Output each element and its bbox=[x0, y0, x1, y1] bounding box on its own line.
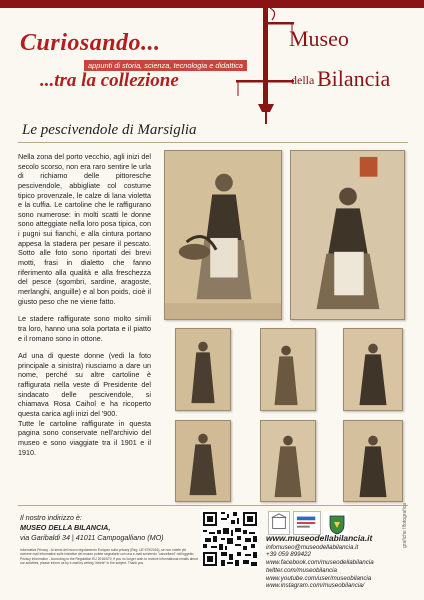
sponsor-logo-icon bbox=[268, 511, 290, 535]
header-subtitle: appunti di storia, scienza, tecnologia e didattica bbox=[84, 60, 247, 71]
website-link[interactable]: www.museodellabilancia.it bbox=[266, 533, 373, 543]
fishwife-figure-icon bbox=[344, 329, 402, 410]
museum-address: via Garibaldi 34 | 41011 Campogalliano (MO) bbox=[20, 533, 164, 542]
paragraph: Nella zona del porto vecchio, agli inizi del secolo scorso, non era raro sentire le urla di richiamo delle pittoresche pescivendole, abbigliate col costume tipico provenzale, le calze di lana violetta e la cuffia. Le cartoline che le raffigurano sono numerose: in molti scatti le donne sono atteggiate nella loro posa tipica, con i pugni sui fianchi, e alla cintura portano appesa la stadera per pesare il pescato. Sotto alle foto sono riportati dei brevi motti, frasi in dialetto che fanno riferimento alla qualità e alla freschezza del pesce (sgombri, sardine, aragoste, merlanghi, anguille) e al bon poids, cioè il giusto peso che ne viene fatto. bbox=[18, 152, 151, 306]
partner-logos bbox=[268, 511, 350, 535]
email-link[interactable]: infomuseo@museodellabilancia.it bbox=[266, 543, 359, 551]
article-body bbox=[18, 152, 151, 457]
museum-logo bbox=[279, 26, 399, 91]
fishwife-figure-icon bbox=[291, 151, 404, 319]
section-title: Le pescivendole di Marsiglia bbox=[22, 122, 197, 138]
contact-block bbox=[266, 533, 374, 590]
header-collection: ...tra la collezione bbox=[40, 70, 179, 91]
youtube-link[interactable]: www.youtube.com/user/museobilancia bbox=[266, 574, 372, 582]
graphics-credit: grafiche Ilfotografica bbox=[402, 502, 408, 548]
postcard-top-right bbox=[290, 150, 405, 320]
facebook-link[interactable]: www.facebook.com/museodellabilancia bbox=[266, 559, 374, 566]
phone-number: +39 059 899422 bbox=[266, 551, 311, 559]
fishwife-figure-icon bbox=[261, 421, 315, 501]
fishwife-figure-icon bbox=[176, 421, 230, 501]
banner-icon bbox=[294, 512, 320, 534]
logo-line-bilancia: Bilancia bbox=[317, 66, 391, 91]
postcard-small bbox=[260, 328, 316, 411]
address-intro: Il nostro indirizzo è: bbox=[20, 513, 82, 522]
postcard-small bbox=[343, 328, 403, 411]
paragraph: Le stadere raffigurate sono molto simili tra loro, hanno una sola portata e il piatto e il romano sono in ottone. bbox=[18, 314, 151, 343]
sponsor-logo-icon bbox=[293, 511, 321, 535]
twitter-link[interactable]: twitter.com/museobilancia bbox=[266, 566, 337, 574]
paragraph: Tutte le cartoline raffigurate in questa pagina sono conservate nell'archivio del museo e sono viaggiate tra il 1901 e il 1910. bbox=[18, 418, 151, 457]
logo-line-della: della bbox=[291, 73, 315, 87]
logo-line-museo: Museo bbox=[289, 26, 349, 51]
top-accent-bar bbox=[0, 0, 424, 8]
qr-code-icon[interactable] bbox=[201, 510, 259, 568]
header-title: Curiosando... bbox=[20, 30, 161, 56]
postcard-small bbox=[175, 420, 231, 502]
fishwife-figure-icon bbox=[344, 421, 402, 501]
municipality-crest-icon bbox=[324, 511, 348, 535]
museum-name: MUSEO DELLA BILANCIA, bbox=[20, 523, 111, 532]
postcard-small bbox=[260, 420, 316, 502]
instagram-link[interactable]: www.instagram.com/museobilancia/ bbox=[266, 582, 365, 590]
fishwife-figure-icon bbox=[165, 151, 281, 319]
privacy-notice: Informativa Privacy - Ai sensi del nuovo regolamento Europeo sulla privacy (Reg. UE 679/2016), se non volete più ricevere mail informative sulle iniziative del museo potete segnalarlo con una e-mail scrivendo "cancellami" nell'oggetto. Privacy information - According to the Regulation EU 2016/679, if you no longer wish to receive informational emails about our activities, please inform us by e-mail by writing "delete" in the subject. Thank you. bbox=[20, 548, 198, 566]
postcard-small bbox=[175, 328, 231, 411]
fishwife-figure-icon bbox=[261, 329, 315, 410]
postcard-small bbox=[343, 420, 403, 502]
footer-divider bbox=[18, 505, 408, 506]
building-icon bbox=[269, 512, 289, 534]
paragraph: Ad una di queste donne (vedi la foto principale a sinistra) riusciamo a dare un nome, perché su altre cartoline è raffigurata nella veste di Presidente del sindacato delle pescivendole, si chiamava Rosa Caihol e ha ricoperto questa carica agli inizi del '900. bbox=[18, 351, 151, 419]
fishwife-figure-icon bbox=[176, 329, 230, 410]
postcard-main bbox=[164, 150, 282, 320]
title-divider bbox=[18, 142, 408, 143]
